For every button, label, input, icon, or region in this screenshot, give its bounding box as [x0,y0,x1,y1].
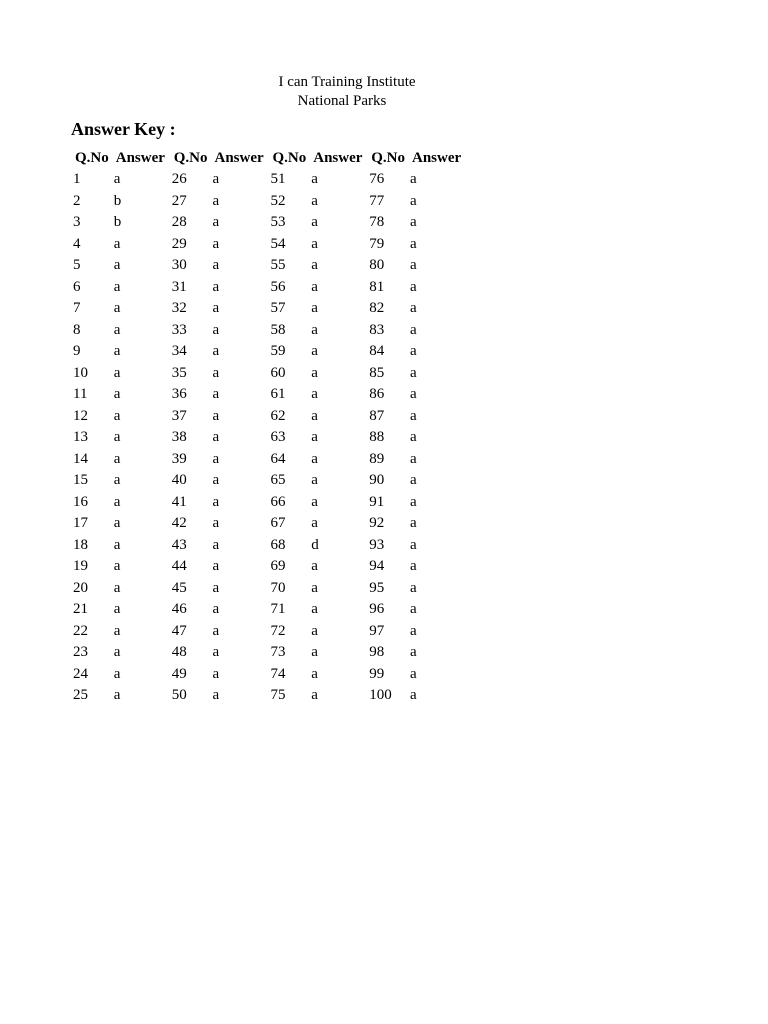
table-row [71,191,466,213]
answer-cell: a [113,450,121,467]
answer-cell: a [410,472,417,488]
answer-cell: a [311,343,318,359]
answer-cell: a [410,558,417,574]
answer-cell: a [212,472,220,488]
answer-cell: a [113,687,121,703]
answer-cell: a [113,407,121,424]
answer-cell: a [311,515,318,531]
answer-cell: a [311,278,318,295]
column-header-answer: Answer [412,150,462,166]
question-number-cell: 56 [270,278,286,295]
table-row [71,255,466,277]
question-number-cell: 18 [73,536,88,553]
answer-cell: a [410,622,417,639]
answer-cell: a [212,278,220,295]
answer-cell: a [212,644,220,660]
answer-cell: a [410,171,417,187]
question-number-cell: 13 [73,429,88,445]
answer-cell: a [113,364,121,381]
question-number-cell: 12 [73,407,88,424]
answer-cell: a [113,278,121,295]
question-number-cell: 59 [270,343,286,359]
answer-cell: a [410,536,417,553]
table-row [71,449,466,471]
answer-cell: a [311,364,318,381]
question-number-cell: 83 [369,321,385,338]
question-number-cell: 2 [73,192,81,209]
answer-cell: a [212,407,220,424]
question-number-cell: 41 [171,493,187,510]
answer-cell: a [113,257,121,273]
answer-cell: a [410,257,417,273]
column-header-qno: Q.No [272,150,307,166]
question-number-cell: 85 [369,364,385,381]
answer-cell: b [113,214,122,230]
question-number-cell: 68 [270,536,286,553]
answer-cell: a [410,192,417,209]
table-header-row [71,147,466,169]
question-number-cell: 8 [73,321,81,338]
question-number-cell: 78 [369,214,385,230]
question-number-cell: 98 [369,644,385,660]
table-row [71,169,466,191]
question-number-cell: 89 [369,450,385,467]
answer-cell: a [113,429,121,445]
answer-cell: a [410,364,417,381]
answer-cell: a [212,235,220,252]
answer-cell: a [212,386,220,402]
table-row [71,341,466,363]
question-number-cell: 91 [369,493,385,510]
answer-cell: a [212,687,220,703]
answer-cell: a [410,515,417,531]
answer-cell: a [113,343,121,359]
question-number-cell: 29 [171,235,187,252]
answer-cell: a [410,214,417,230]
answer-cell: a [212,601,220,617]
answer-cell: a [311,558,318,574]
question-number-cell: 19 [73,558,88,574]
table-row [71,427,466,449]
question-number-cell: 35 [171,364,187,381]
table-row [71,685,466,707]
table-row [71,234,466,256]
table-row [71,406,466,428]
question-number-cell: 11 [73,386,88,402]
column-header-answer: Answer [313,150,363,166]
answer-cell: a [212,429,220,445]
column-header-answer: Answer [115,150,165,166]
question-number-cell: 24 [73,665,88,682]
answer-cell: d [311,536,319,553]
column-header-qno: Q.No [75,150,109,166]
question-number-cell: 42 [171,515,187,531]
answer-cell: a [212,558,220,574]
question-number-cell: 79 [369,235,385,252]
answer-cell: a [311,386,318,402]
question-number-cell: 64 [270,450,286,467]
answer-cell: a [113,300,121,316]
answer-cell: a [311,665,318,682]
question-number-cell: 9 [73,343,81,359]
answer-cell: a [113,622,121,639]
question-number-cell: 80 [369,257,385,273]
question-number-cell: 51 [270,171,286,187]
question-number-cell: 44 [171,558,187,574]
question-number-cell: 22 [73,622,88,639]
question-number-cell: 73 [270,644,286,660]
question-number-cell: 5 [73,257,81,273]
question-number-cell: 10 [73,364,88,381]
answer-cell: a [311,687,318,703]
answer-cell: a [212,665,220,682]
answer-cell: a [113,493,121,510]
table-row [71,320,466,342]
answer-key-table [71,147,466,707]
answer-cell: a [410,386,417,402]
column-header-qno: Q.No [173,150,208,166]
answer-cell: a [311,601,318,617]
answer-cell: a [410,601,417,617]
column-header-qno: Q.No [371,150,405,166]
answer-cell: a [212,321,220,338]
question-number-cell: 86 [369,386,385,402]
answer-cell: a [410,278,417,295]
question-number-cell: 77 [369,192,385,209]
question-number-cell: 87 [369,407,385,424]
question-number-cell: 54 [270,235,286,252]
answer-cell: a [311,257,318,273]
answer-cell: a [212,364,220,381]
question-number-cell: 60 [270,364,286,381]
question-number-cell: 28 [171,214,187,230]
question-number-cell: 15 [73,472,88,488]
answer-cell: a [410,321,417,338]
answer-cell: a [212,536,220,553]
answer-cell: a [410,300,417,316]
question-number-cell: 17 [73,515,88,531]
question-number-cell: 81 [369,278,385,295]
question-number-cell: 40 [171,472,187,488]
table-row [71,642,466,664]
question-number-cell: 3 [73,214,81,230]
answer-cell: a [410,644,417,660]
question-number-cell: 6 [73,278,81,295]
question-number-cell: 14 [73,450,88,467]
question-number-cell: 71 [270,601,286,617]
question-number-cell: 94 [369,558,385,574]
table-row [71,556,466,578]
answer-cell: b [113,192,122,209]
question-number-cell: 74 [270,665,286,682]
question-number-cell: 99 [369,665,385,682]
table-row [71,599,466,621]
question-number-cell: 61 [270,386,286,402]
document-topic: National Parks [297,93,387,109]
question-number-cell: 46 [171,601,187,617]
question-number-cell: 30 [171,257,187,273]
answer-cell: a [311,407,318,424]
question-number-cell: 4 [73,235,81,252]
answer-cell: a [212,579,220,596]
question-number-cell: 50 [171,687,187,703]
answer-cell: a [113,472,121,488]
answer-cell: a [311,429,318,445]
answer-cell: a [212,300,220,316]
question-number-cell: 26 [171,171,187,187]
question-number-cell: 21 [73,601,88,617]
question-number-cell: 58 [270,321,286,338]
table-row [71,384,466,406]
answer-cell: a [311,450,318,467]
question-number-cell: 57 [270,300,286,316]
answer-cell: a [113,386,121,402]
table-row [71,470,466,492]
question-number-cell: 43 [171,536,187,553]
question-number-cell: 45 [171,579,187,596]
answer-cell: a [311,644,318,660]
table-row [71,298,466,320]
question-number-cell: 82 [369,300,385,316]
table-row [71,664,466,686]
question-number-cell: 62 [270,407,286,424]
answer-cell: a [212,493,220,510]
question-number-cell: 16 [73,493,88,510]
answer-cell: a [113,515,121,531]
question-number-cell: 32 [171,300,187,316]
answer-cell: a [311,235,318,252]
answer-cell: a [410,407,417,424]
question-number-cell: 63 [270,429,286,445]
answer-cell: a [212,192,220,209]
question-number-cell: 76 [369,171,385,187]
question-number-cell: 1 [73,171,81,187]
table-row [71,212,466,234]
table-row [71,363,466,385]
answer-cell: a [212,214,220,230]
table-row [71,621,466,643]
answer-cell: a [113,321,121,338]
answer-cell: a [212,171,220,187]
question-number-cell: 27 [171,192,187,209]
question-number-cell: 37 [171,407,187,424]
question-number-cell: 38 [171,429,187,445]
question-number-cell: 69 [270,558,286,574]
question-number-cell: 97 [369,622,385,639]
question-number-cell: 20 [73,579,88,596]
answer-cell: a [113,558,121,574]
table-row [71,535,466,557]
question-number-cell: 95 [369,579,385,596]
question-number-cell: 90 [369,472,385,488]
answer-cell: a [212,450,220,467]
question-number-cell: 70 [270,579,286,596]
column-header-answer: Answer [214,150,264,166]
answer-cell: a [113,579,121,596]
table-row [71,277,466,299]
answer-cell: a [212,515,220,531]
answer-cell: a [212,343,220,359]
question-number-cell: 84 [369,343,385,359]
answer-cell: a [311,214,318,230]
question-number-cell: 100 [369,687,392,703]
answer-cell: a [410,429,417,445]
question-number-cell: 93 [369,536,385,553]
answer-cell: a [311,192,318,209]
answer-cell: a [311,300,318,316]
answer-cell: a [410,450,417,467]
answer-cell: a [212,257,220,273]
question-number-cell: 34 [171,343,187,359]
question-number-cell: 88 [369,429,385,445]
answer-cell: a [311,622,318,639]
answer-cell: a [113,171,121,187]
question-number-cell: 52 [270,192,286,209]
question-number-cell: 31 [171,278,187,295]
answer-cell: a [212,622,220,639]
question-number-cell: 48 [171,644,187,660]
question-number-cell: 47 [171,622,187,639]
question-number-cell: 7 [73,300,81,316]
answer-key-body [71,169,466,707]
question-number-cell: 67 [270,515,286,531]
table-row [71,578,466,600]
question-number-cell: 33 [171,321,187,338]
table-row [71,492,466,514]
answer-cell: a [410,493,417,510]
answer-cell: a [410,687,417,703]
question-number-cell: 53 [270,214,286,230]
question-number-cell: 75 [270,687,286,703]
answer-cell: a [113,644,121,660]
answer-cell: a [410,665,417,682]
question-number-cell: 66 [270,493,286,510]
question-number-cell: 49 [171,665,187,682]
question-number-cell: 25 [73,687,88,703]
institute-name: I can Training Institute [278,74,416,90]
answer-cell: a [410,343,417,359]
answer-cell: a [113,235,121,252]
question-number-cell: 72 [270,622,286,639]
answer-cell: a [113,536,121,553]
answer-cell: a [311,321,318,338]
question-number-cell: 23 [73,644,88,660]
answer-cell: a [311,579,318,596]
answer-cell: a [113,601,121,617]
question-number-cell: 55 [270,257,286,273]
table-row [71,513,466,535]
question-number-cell: 96 [369,601,385,617]
answer-cell: a [311,493,318,510]
question-number-cell: 36 [171,386,187,402]
answer-cell: a [311,171,318,187]
question-number-cell: 65 [270,472,286,488]
answer-cell: a [410,579,417,596]
answer-key-heading: Answer Key : [71,119,176,139]
answer-cell: a [311,472,318,488]
question-number-cell: 39 [171,450,187,467]
question-number-cell: 92 [369,515,385,531]
answer-cell: a [113,665,121,682]
answer-cell: a [410,235,417,252]
